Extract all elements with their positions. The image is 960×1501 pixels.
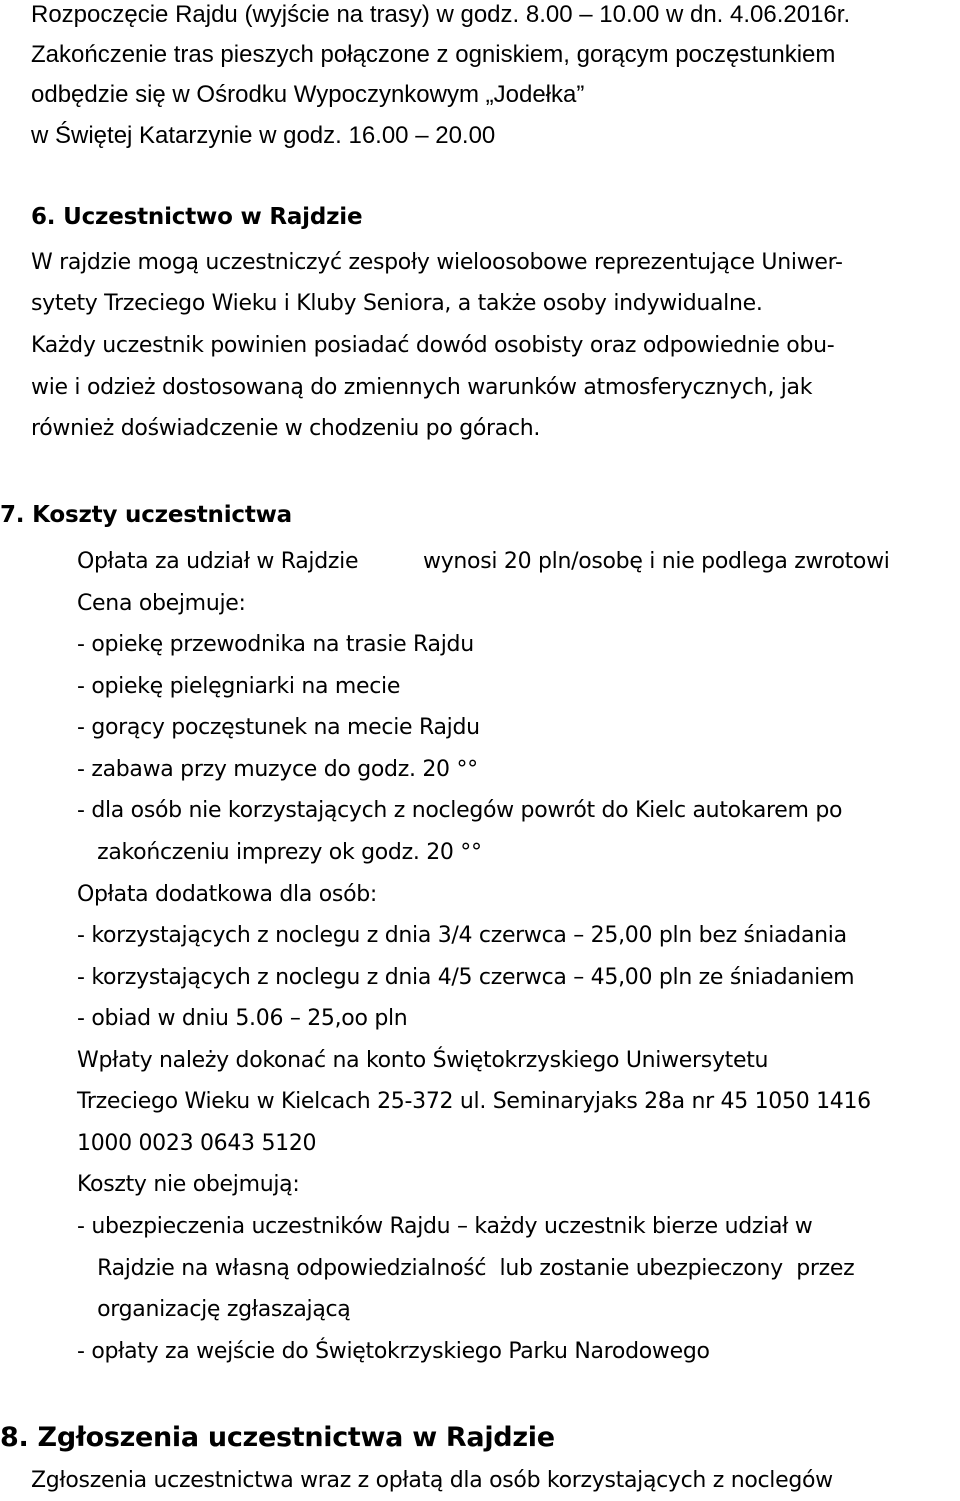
section-6-text: wie i odzież dostosowaną do zmiennych warunków atmosferycznych, jak: [31, 375, 813, 400]
section-7-heading: [0, 504, 292, 527]
excludes-item: - opłaty za wejście do Świętokrzyskiego Parku Narodowego: [77, 1339, 710, 1364]
includes-item: - dla osób nie korzystających z noclegów powrót do Kielc autokarem po: [77, 798, 843, 823]
section-7-number: 7.: [0, 502, 25, 528]
includes-item: - opiekę przewodnika na trasie Rajdu: [77, 632, 474, 657]
section-8-text: Zgłoszenia uczestnictwa wraz z opłatą dla osób korzystających z noclegów: [31, 1468, 833, 1493]
includes-label: Cena obejmuje:: [77, 591, 246, 616]
section-7-title: Koszty uczestnictwa: [32, 502, 292, 528]
intro-line-2: Zakończenie tras pieszych połączone z ogniskiem, gorącym poczęstunkiem: [31, 41, 836, 68]
fee-value: wynosi 20 pln/osobę i nie podlega zwrotowi: [423, 549, 890, 574]
section-6-text: Każdy uczestnik powinien posiadać dowód osobisty oraz odpowiednie obu-: [31, 333, 835, 358]
payment-text: 1000 0023 0643 5120: [77, 1131, 317, 1156]
section-6-text: również doświadczenie w chodzeniu po górach.: [31, 416, 541, 441]
includes-item: - opiekę pielęgniarki na mecie: [77, 674, 401, 699]
includes-item: zakończeniu imprezy ok godz. 20 °°: [77, 840, 482, 865]
includes-item: - zabawa przy muzyce do godz. 20 °°: [77, 757, 478, 782]
fee-label: Opłata za udział w Rajdzie: [77, 549, 359, 574]
payment-text: Wpłaty należy dokonać na konto Świętokrzyskiego Uniwersytetu: [77, 1048, 769, 1073]
intro-line-1: Rozpoczęcie Rajdu (wyjście na trasy) w godz. 8.00 – 10.00 w dn. 4.06.2016r.: [31, 1, 851, 28]
intro-line-4: w Świętej Katarzynie w godz. 16.00 – 20.00: [31, 122, 496, 149]
excludes-item: - ubezpieczenia uczestników Rajdu – każdy uczestnik bierze udział w: [77, 1214, 813, 1239]
section-6-text: sytety Trzeciego Wieku i Kluby Seniora, a także osoby indywidualne.: [31, 291, 763, 316]
payment-text: Trzeciego Wieku w Kielcach 25-372 ul. Seminaryjaks 28a nr 45 1050 1416: [77, 1089, 871, 1114]
extra-item: - obiad w dniu 5.06 – 25,oo pln: [77, 1006, 408, 1031]
extra-item: - korzystających z noclegu z dnia 3/4 czerwca – 25,00 pln bez śniadania: [77, 923, 847, 948]
extra-item: - korzystających z noclegu z dnia 4/5 czerwca – 45,00 pln ze śniadaniem: [77, 965, 855, 990]
excludes-label: Koszty nie obejmują:: [77, 1172, 300, 1197]
section-6-text: W rajdzie mogą uczestniczyć zespoły wieloosobowe reprezentujące Uniwer-: [31, 250, 843, 275]
section-6-heading: 6. Uczestnictwo w Rajdzie: [31, 204, 363, 230]
includes-item: - gorący poczęstunek na mecie Rajdu: [77, 715, 480, 740]
excludes-item: Rajdzie na własną odpowiedzialność lub zostanie ubezpieczony przez: [77, 1256, 855, 1281]
intro-line-3: odbędzie się w Ośrodku Wypoczynkowym „Jodełka”: [31, 81, 585, 108]
excludes-item: organizację zgłaszającą: [77, 1297, 351, 1322]
extra-label: Opłata dodatkowa dla osób:: [77, 882, 378, 907]
section-8-heading: 8. Zgłoszenia uczestnictwa w Rajdzie: [0, 1422, 555, 1453]
